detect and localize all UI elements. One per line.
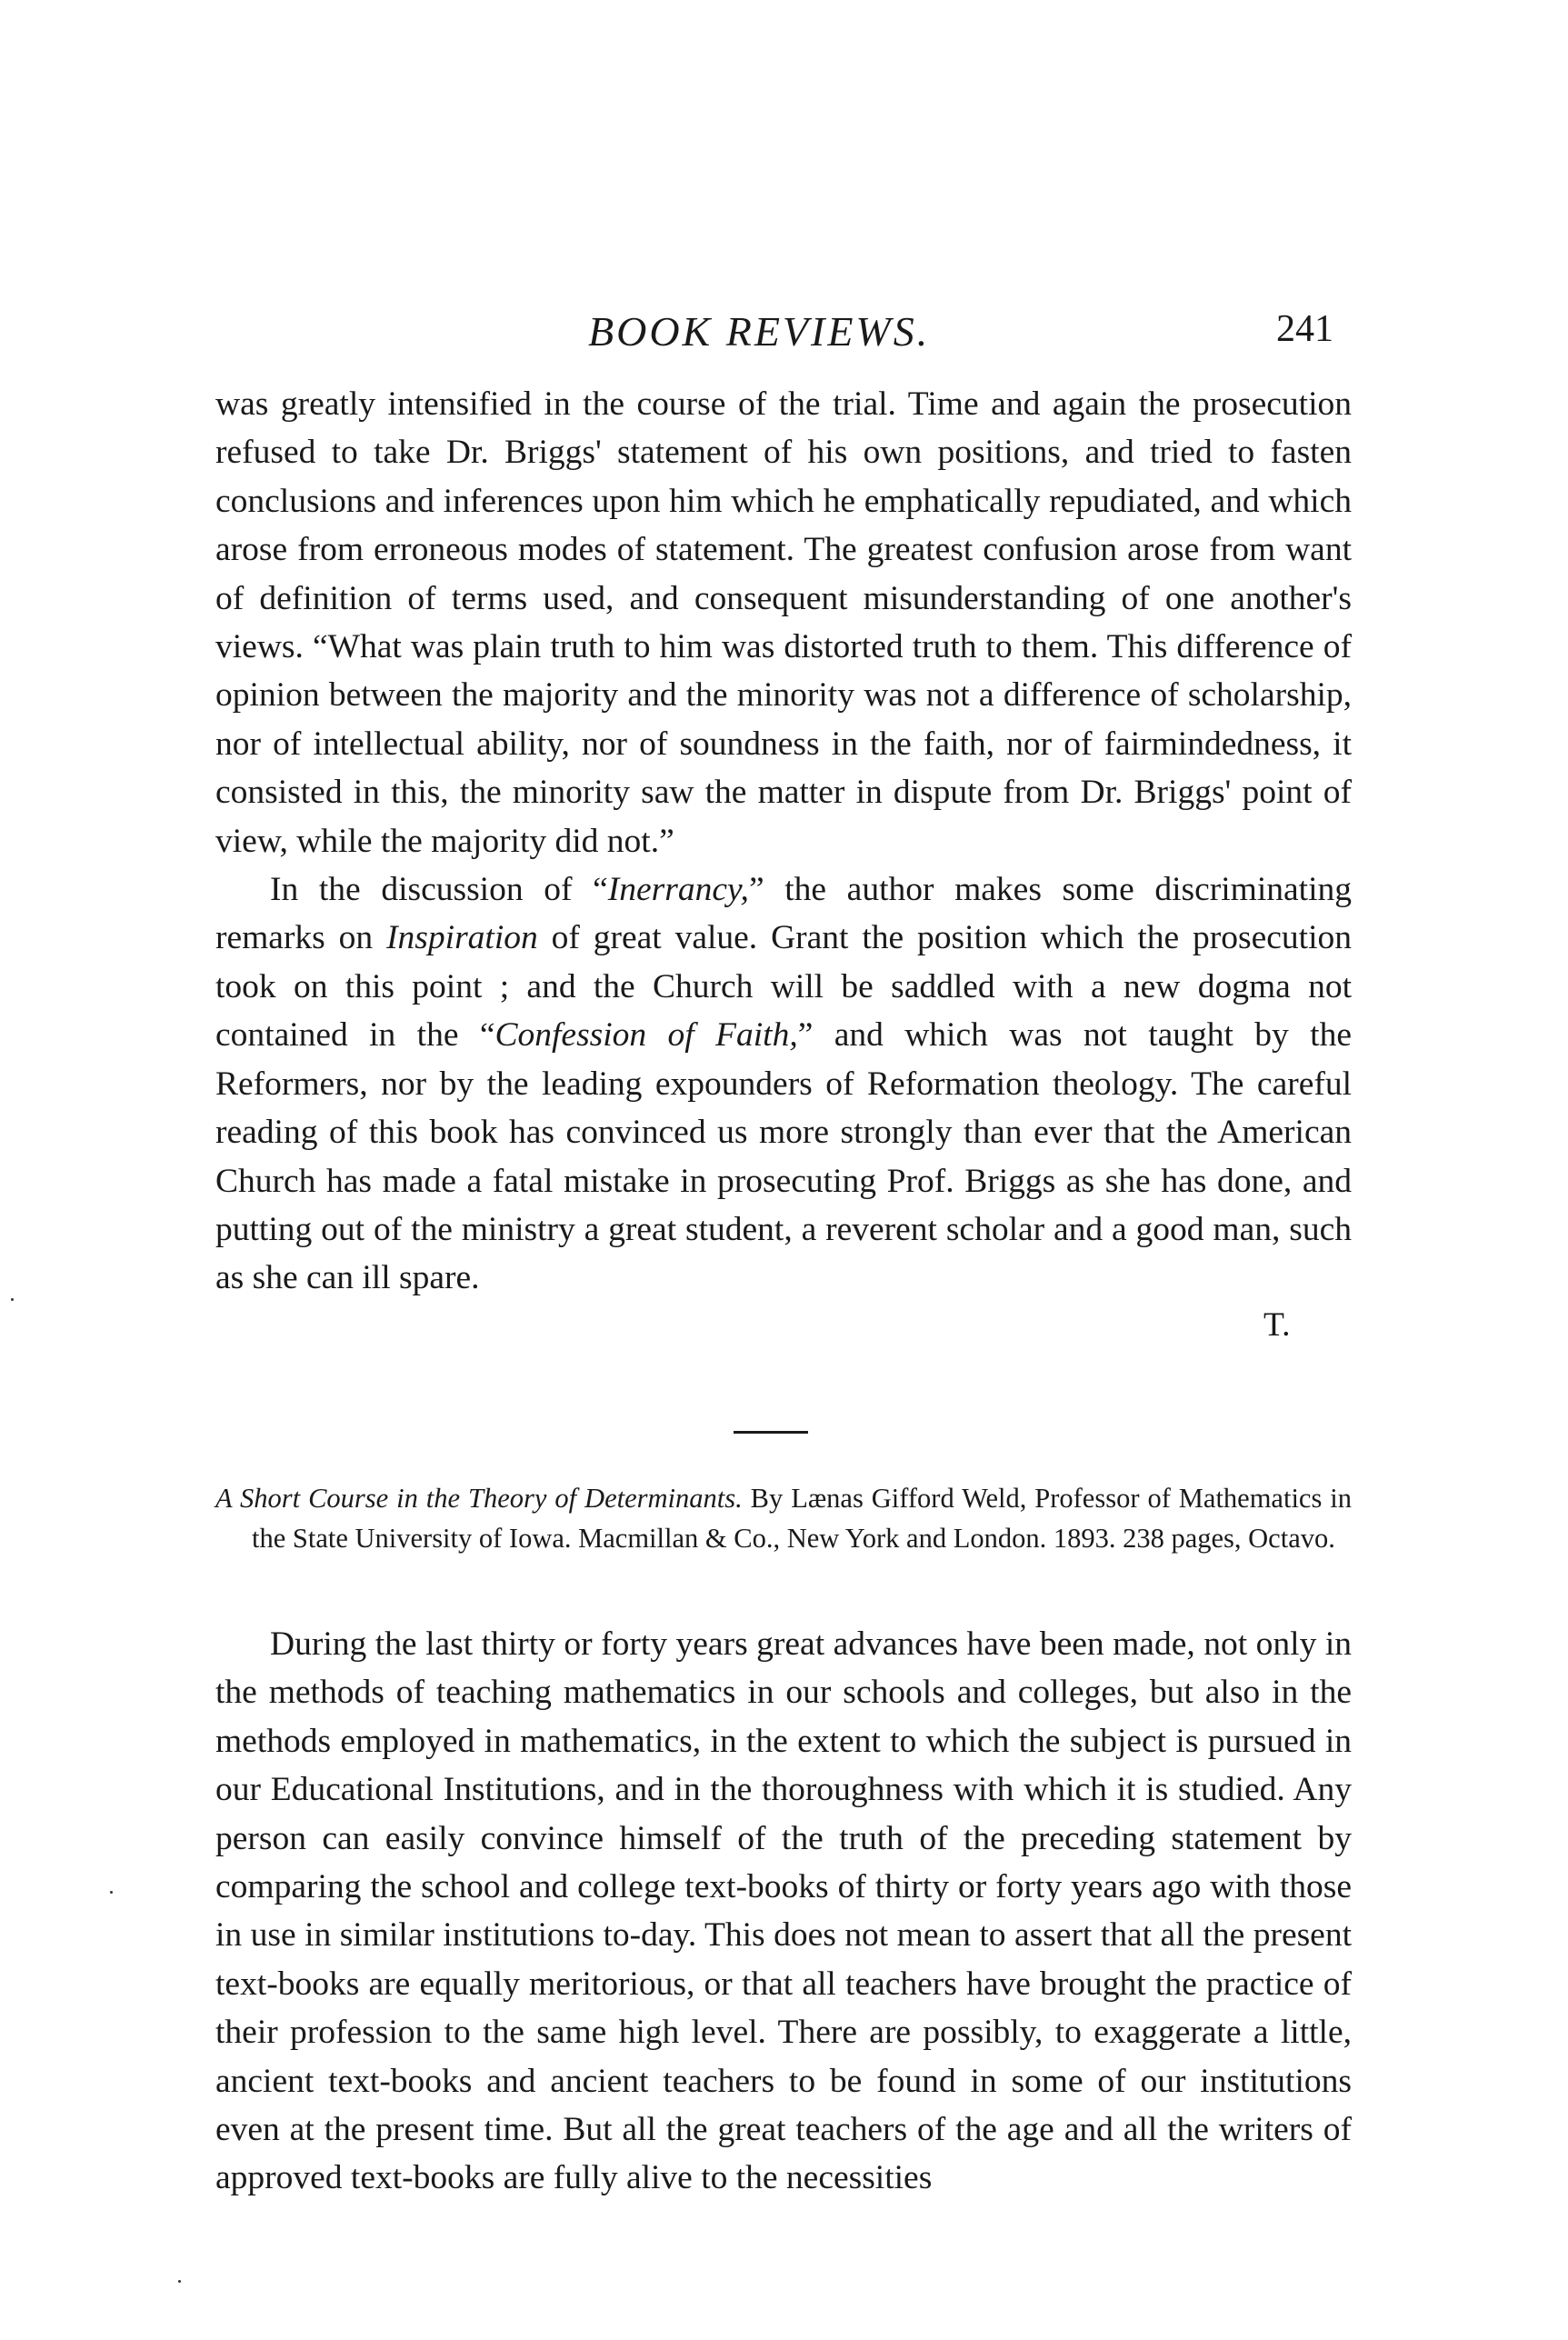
text-run: In the discussion of “ — [270, 871, 608, 909]
citation-title: A Short Course in the Theory of Determinants. — [215, 1483, 743, 1514]
section-divider — [734, 1431, 808, 1434]
text-run: ” the author makes some discriminating remarks on — [215, 871, 1352, 957]
review-continuation — [215, 380, 1352, 1303]
margin-speck — [110, 1891, 113, 1894]
term-confession: Confession of Faith, — [494, 1016, 798, 1055]
term-inspiration: Inspiration — [386, 919, 538, 957]
review-body — [215, 1620, 1352, 2203]
reviewer-signature: T. — [1263, 1306, 1291, 1344]
page-header — [215, 307, 1333, 362]
text-run: ” and which was not taught by the Reformers, nor by the leading expounders of Reformation theology. The careful reading of this book has convinced us more strongly than ever that the American Church has made a fatal mistake in prosecuting Prof. Briggs as she has done, and putting out of the ministry a great student, a reverent scholar and a good man, such as she can ill spare. — [215, 1016, 1352, 1297]
paragraph — [215, 865, 1352, 1303]
margin-speck — [11, 1298, 14, 1301]
text-run: of great value. Grant the position which the prosecution took on this point ; and the Church will be saddled with a new dogma not contained in the “ — [215, 919, 1352, 1055]
paragraph: During the last thirty or forty years great advances have been made, not only in the methods of teaching mathematics in our schools and colleges, but also in the methods employed in mathematics, in the extent to which the subject is pursued in our Educational Institutions, and in the thoroughness with which it is studied. Any person can easily convince himself of the truth of the preceding statement by comparing the school and college text-books of thirty or forty years ago with those in use in similar institutions to-day. This does not mean to assert that all the present text-books are equally meritorious, or that all teachers have brought the practice of their profession to the same high level. There are possibly, to exaggerate a little, ancient text-books and ancient teachers to be found in some of our institutions even at the present time. But all the great teachers of the age and all the writers of approved text-books are fully alive to the necessities — [215, 1625, 1352, 2197]
paragraph: was greatly intensified in the course of the trial. Time and again the prosecution refused to take Dr. Briggs' statement of his own positions, and tried to fasten conclusions and inferences upon him which he emphatically repudiated, and which arose from erroneous modes of statement. The greatest confusion arose from want of definition of terms used, and consequent misunderstanding of one another's views. “What was plain truth to him was distorted truth to them. This difference of opinion between the majority and the minority was not a difference of scholarship, nor of intellectual ability, nor of soundness in the faith, nor of fairmindedness, it consisted in this, the minority saw the matter in dispute from Dr. Briggs' point of view, while the majority did not.” — [215, 385, 1352, 860]
running-head: BOOK REVIEWS. — [588, 308, 931, 355]
page-number: 241 — [1276, 308, 1333, 350]
term-inerrancy: Inerrancy, — [607, 871, 749, 909]
book-citation — [215, 1479, 1352, 1558]
citation-details: By Lænas Gifford Weld, Professor of Mathematics in the State University of Iowa. Macmillan & Co., New York and London. 1893. 238 pages, Octavo. — [252, 1483, 1352, 1554]
margin-speck — [178, 2280, 181, 2283]
